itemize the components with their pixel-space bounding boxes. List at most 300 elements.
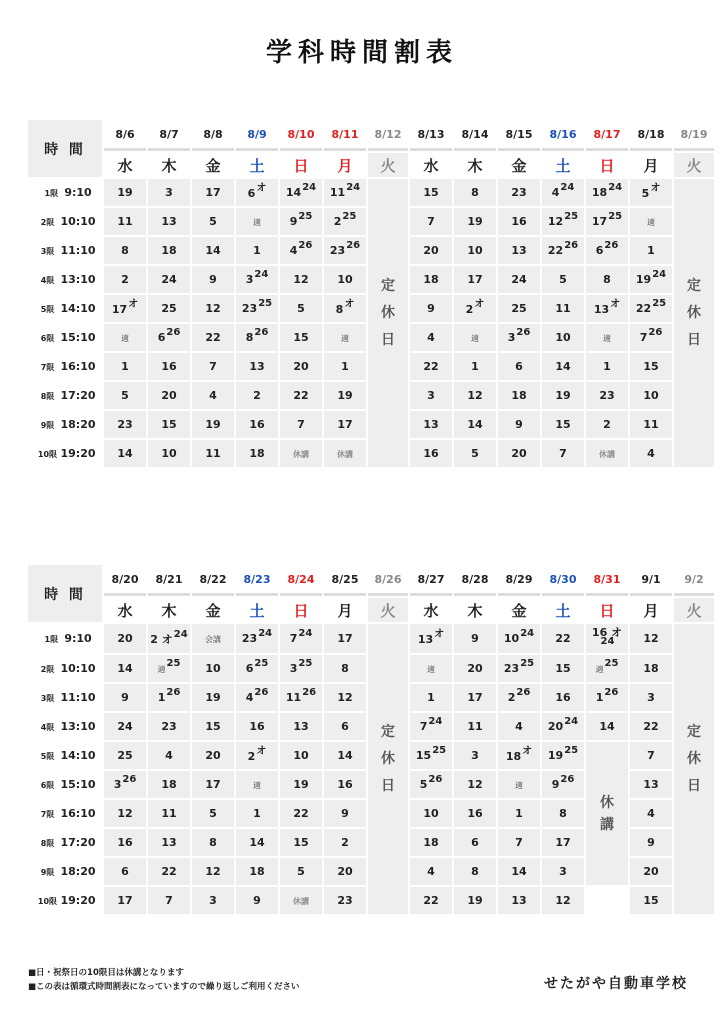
weekday-header: 金: [511, 156, 527, 175]
lesson-number: 適: [647, 218, 655, 227]
lesson-sub-number: 25: [342, 211, 357, 222]
weekday-header: 月: [337, 156, 353, 175]
period-label: [28, 742, 102, 769]
period-number: 6限: [40, 334, 55, 343]
lesson-number: 13: [643, 778, 659, 791]
weekday-header: 水: [423, 601, 439, 620]
lesson-sub-number: 24: [173, 628, 188, 640]
date-header: 8/10: [280, 120, 322, 151]
weekday-header: 日: [599, 601, 615, 620]
lesson-cell: [630, 887, 672, 914]
lesson-cell: [148, 382, 190, 409]
lesson-cell: [280, 237, 322, 264]
lesson-number: 15: [555, 418, 571, 431]
lesson-number: 17: [591, 215, 608, 228]
lesson-number: 2: [333, 215, 342, 228]
lesson-cell: [104, 179, 146, 206]
lesson-cell: [104, 771, 146, 798]
lesson-number: 16: [161, 360, 177, 373]
lesson-cell: [280, 713, 322, 740]
lesson-number: 適: [603, 334, 611, 343]
weekday-header: 日: [599, 156, 615, 175]
lesson-number: 3: [209, 894, 217, 907]
lesson-cell: [280, 655, 322, 682]
lesson-number: 19: [467, 215, 483, 228]
date-header: 8/25: [324, 565, 366, 596]
lesson-number: 適: [595, 665, 604, 674]
lesson-sub-number: 26: [516, 687, 531, 698]
lesson-number: 15: [161, 418, 177, 431]
date-header: 8/27: [410, 565, 452, 596]
lesson-number: 14: [285, 186, 302, 199]
lesson-cell: [104, 684, 146, 711]
lesson-number: 適: [121, 334, 129, 343]
lesson-number: 14: [599, 720, 615, 733]
lesson-cell: [324, 411, 366, 438]
lesson-number: 8: [471, 186, 479, 199]
lesson-cell: [148, 266, 190, 293]
lesson-cell: [236, 887, 278, 914]
lesson-number: 17: [205, 778, 221, 791]
lesson-number: 18: [249, 447, 265, 460]
footnote: ■日・祝祭日の10限目は休講となります: [28, 968, 184, 978]
lesson-cell: [542, 829, 584, 856]
fixed-holiday-char: 休: [381, 750, 395, 767]
date-header: 9/1: [630, 565, 672, 596]
lesson-cell: [498, 655, 540, 682]
lesson-sub-number: オ: [610, 299, 621, 310]
lesson-number: 13: [161, 836, 177, 849]
lesson-cell: [630, 742, 672, 769]
lesson-number: 24: [117, 720, 133, 733]
lesson-cell: [236, 684, 278, 711]
lesson-number: 7: [165, 894, 173, 907]
time-header: 時 間: [28, 565, 102, 622]
lesson-number: 25: [511, 302, 527, 315]
lesson-number: 1: [253, 244, 261, 257]
fixed-holiday-char: 定: [687, 723, 701, 740]
lesson-cell: [410, 624, 452, 653]
lesson-cell: [148, 655, 190, 682]
lesson-cell: [586, 713, 628, 740]
lesson-cell: [410, 382, 452, 409]
lesson-cell: [104, 411, 146, 438]
lesson-cell: [630, 829, 672, 856]
lesson-cell: [148, 742, 190, 769]
lesson-cell: [104, 266, 146, 293]
cancelled-block: [586, 742, 628, 885]
lesson-number: 14: [205, 244, 221, 257]
lesson-cell: [104, 858, 146, 885]
lesson-number: 2: [465, 303, 474, 316]
lesson-sub-number: オ: [434, 629, 445, 640]
lesson-cell: [280, 440, 322, 467]
lesson-number: 1: [157, 691, 166, 704]
lesson-cell: [192, 800, 234, 827]
lesson-sub-number: 26: [298, 240, 313, 251]
weekday-header: 金: [205, 156, 221, 175]
weekday-header: 水: [117, 156, 133, 175]
lesson-cell: [410, 440, 452, 467]
period-time: 14:10: [60, 302, 96, 315]
lesson-number: 1: [253, 807, 261, 820]
lesson-cell: [280, 266, 322, 293]
lesson-number: 18: [161, 778, 177, 791]
lesson-number: 適: [471, 334, 479, 343]
lesson-cell: [410, 208, 452, 235]
period-time: 9:10: [64, 186, 92, 199]
fixed-holiday-char: 定: [381, 723, 395, 740]
fixed-holiday-char: 休: [687, 750, 701, 767]
lesson-cell: [280, 771, 322, 798]
lesson-number: 12: [205, 865, 221, 878]
lesson-cell: [236, 829, 278, 856]
time-header: 時 間: [28, 120, 102, 177]
fixed-holiday-char: 日: [381, 331, 395, 348]
lesson-cell: [192, 411, 234, 438]
period-label: [28, 771, 102, 798]
period-label: [28, 179, 102, 206]
lesson-cell: [630, 684, 672, 711]
lesson-cell: [280, 353, 322, 380]
weekday-header: 月: [643, 156, 659, 175]
lesson-number: 14: [249, 836, 265, 849]
lesson-cell: [542, 411, 584, 438]
lesson-sub-number: 26: [346, 240, 361, 251]
lesson-cell: [192, 266, 234, 293]
lesson-number: 3: [113, 778, 122, 791]
page-title: 学科時間割表: [265, 38, 458, 68]
lesson-cell: [630, 624, 672, 653]
lesson-number: 適: [515, 781, 523, 790]
lesson-cell: [236, 353, 278, 380]
lesson-sub-number: 26: [648, 327, 663, 338]
lesson-number: 8: [559, 807, 567, 820]
lesson-number: 3: [427, 389, 435, 402]
lesson-cell: [192, 440, 234, 467]
lesson-cell: [410, 742, 452, 769]
period-label: [28, 411, 102, 438]
lesson-cell: [148, 771, 190, 798]
lesson-number: 7: [297, 418, 305, 431]
period-time: 17:20: [60, 836, 96, 849]
lesson-number: 10: [467, 244, 483, 257]
lesson-cell: [236, 771, 278, 798]
lesson-number: 22: [293, 389, 309, 402]
lesson-cell: [542, 324, 584, 351]
lesson-cell: [280, 829, 322, 856]
lesson-number: 18: [643, 662, 659, 675]
lesson-number: 9: [471, 632, 479, 645]
lesson-cell: [148, 179, 190, 206]
period-number: 10限: [37, 897, 58, 906]
lesson-cell: [148, 800, 190, 827]
lesson-cell: [236, 208, 278, 235]
lesson-number: 7: [209, 360, 217, 373]
lesson-cell: [542, 624, 584, 653]
lesson-number: 18: [249, 865, 265, 878]
lesson-number: 23: [329, 244, 346, 257]
lesson-cell: [192, 237, 234, 264]
lesson-number: 17: [117, 894, 133, 907]
period-number: 6限: [40, 781, 55, 790]
lesson-sub-number: 26: [254, 327, 269, 338]
timetable-august-first: [26, 118, 707, 469]
period-label: [28, 829, 102, 856]
lesson-number: 6: [515, 360, 523, 373]
weekday-header: 土: [555, 156, 571, 175]
date-header: 8/30: [542, 565, 584, 596]
lesson-number: 16 オ: [591, 626, 623, 639]
weekday-header: 土: [555, 601, 571, 620]
lesson-cell: [410, 800, 452, 827]
lesson-cell: [586, 295, 628, 322]
lesson-sub-number: 25: [564, 745, 579, 756]
lesson-number: 7: [515, 836, 523, 849]
lesson-cell: [586, 655, 628, 682]
lesson-number: 16: [337, 778, 353, 791]
lesson-cell: [498, 684, 540, 711]
lesson-cell: [280, 411, 322, 438]
lesson-cell: [630, 353, 672, 380]
lesson-number: 19: [117, 186, 133, 199]
lesson-sub-number: オ: [256, 183, 267, 194]
lesson-sub-number: 24: [600, 636, 615, 647]
lesson-number: 23: [117, 418, 133, 431]
lesson-cell: [454, 771, 496, 798]
lesson-cell: [104, 713, 146, 740]
weekday-header: 木: [467, 156, 483, 175]
lesson-cell: [148, 684, 190, 711]
lesson-cell: [542, 266, 584, 293]
lesson-cell: [236, 624, 278, 653]
lesson-number: 5: [297, 302, 305, 315]
lesson-cell: [104, 800, 146, 827]
lesson-cell: [542, 684, 584, 711]
lesson-cell: [454, 858, 496, 885]
period-number: 7限: [40, 363, 55, 372]
lesson-number: 4: [289, 244, 298, 257]
period-label: [28, 684, 102, 711]
weekday-header: 火: [674, 153, 714, 177]
lesson-number: 適: [157, 665, 166, 674]
lesson-sub-number: オ: [256, 746, 267, 757]
lesson-number: 10: [503, 632, 520, 645]
lesson-number: 22: [161, 865, 177, 878]
lesson-number: 25: [161, 302, 177, 315]
lesson-number: 16: [117, 836, 133, 849]
lesson-sub-number: 24: [564, 716, 579, 727]
lesson-cell: [586, 208, 628, 235]
lesson-number: 7: [419, 720, 428, 733]
date-header: 8/31: [586, 565, 628, 596]
lesson-cell: [454, 295, 496, 322]
lesson-number: 休講: [599, 450, 615, 459]
period-number: 8限: [40, 839, 55, 848]
lesson-cell: [324, 382, 366, 409]
lesson-number: 7: [427, 215, 435, 228]
lesson-sub-number: オ: [650, 183, 661, 194]
lesson-number: 8: [471, 865, 479, 878]
period-time: 15:10: [60, 778, 96, 791]
lesson-cell: [104, 295, 146, 322]
lesson-number: 2: [341, 836, 349, 849]
lesson-cell: [454, 208, 496, 235]
lesson-number: 22: [635, 302, 652, 315]
lesson-number: 10: [161, 447, 177, 460]
weekday-header: 火: [368, 598, 408, 622]
lesson-sub-number: 26: [302, 687, 317, 698]
lesson-number: 18: [505, 750, 522, 763]
lesson-number: 19: [337, 389, 353, 402]
lesson-sub-number: 25: [564, 211, 579, 222]
weekday-header: 月: [337, 601, 353, 620]
lesson-cell: [454, 411, 496, 438]
lesson-number: 2: [247, 750, 256, 763]
lesson-number: 20: [117, 632, 133, 645]
lesson-cell: [236, 382, 278, 409]
lesson-sub-number: 25: [298, 211, 313, 222]
lesson-sub-number: 24: [254, 269, 269, 280]
lesson-number: 6: [245, 662, 254, 675]
lesson-cell: [280, 742, 322, 769]
lesson-number: 1: [471, 360, 479, 373]
lesson-number: 13: [511, 244, 527, 257]
lesson-cell: [542, 353, 584, 380]
lesson-cell: [324, 713, 366, 740]
period-number: 7限: [40, 810, 55, 819]
lesson-number: 20: [161, 389, 177, 402]
lesson-cell: [498, 800, 540, 827]
lesson-cell: [454, 353, 496, 380]
lesson-number: 3: [559, 865, 567, 878]
lesson-number: 23: [241, 302, 258, 315]
lesson-number: 8: [603, 273, 611, 286]
lesson-sub-number: 25: [254, 658, 269, 669]
lesson-cell: [280, 324, 322, 351]
lesson-cell: [498, 858, 540, 885]
lesson-number: 23: [337, 894, 353, 907]
lesson-number: 19: [467, 894, 483, 907]
period-label: [28, 382, 102, 409]
lesson-cell: [586, 237, 628, 264]
lesson-cell: [542, 208, 584, 235]
lesson-cell: [236, 295, 278, 322]
lesson-cell: [236, 411, 278, 438]
lesson-number: 11: [643, 418, 659, 431]
lesson-number: 6: [157, 331, 166, 344]
lesson-sub-number: 24: [302, 182, 317, 193]
lesson-number: 18: [591, 186, 608, 199]
fixed-holiday-column: [368, 179, 408, 467]
lesson-number: 休講: [337, 450, 353, 459]
lesson-number: 4: [245, 691, 254, 704]
lesson-sub-number: 26: [604, 240, 619, 251]
lesson-cell: [324, 295, 366, 322]
date-header: 8/22: [192, 565, 234, 596]
lesson-cell: [280, 208, 322, 235]
lesson-cell: [104, 237, 146, 264]
lesson-cell: [410, 237, 452, 264]
lesson-number: 1: [121, 360, 129, 373]
lesson-cell: [236, 713, 278, 740]
period-time: 14:10: [60, 749, 96, 762]
lesson-cell: [630, 208, 672, 235]
fixed-holiday-column: [674, 624, 714, 914]
weekday-header: 土: [249, 601, 265, 620]
date-header: 8/29: [498, 565, 540, 596]
lesson-cell: [586, 684, 628, 711]
lesson-cell: [104, 353, 146, 380]
lesson-number: 13: [417, 633, 434, 646]
lesson-cell: [498, 237, 540, 264]
lesson-cell: [324, 324, 366, 351]
lesson-number: 適: [253, 781, 261, 790]
lesson-number: 14: [337, 749, 353, 762]
lesson-number: 4: [647, 447, 655, 460]
lesson-number: 14: [511, 865, 527, 878]
lesson-cell: [324, 771, 366, 798]
date-header: 8/28: [454, 565, 496, 596]
lesson-number: 4: [427, 331, 435, 344]
lesson-cell: [542, 713, 584, 740]
period-number: 4限: [40, 723, 55, 732]
lesson-cell: [454, 237, 496, 264]
lesson-number: 23: [511, 186, 527, 199]
lesson-number: 12: [117, 807, 133, 820]
lesson-cell: [192, 324, 234, 351]
lesson-number: 13: [593, 303, 610, 316]
date-header: 8/9: [236, 120, 278, 151]
lesson-number: 1: [595, 691, 604, 704]
date-header: 8/16: [542, 120, 584, 151]
period-time: 18:20: [60, 418, 96, 431]
lesson-cell: [630, 382, 672, 409]
period-time: 10:10: [60, 215, 96, 228]
lesson-number: 22: [547, 244, 564, 257]
lesson-cell: [410, 713, 452, 740]
lesson-cell: [454, 684, 496, 711]
lesson-cell: [192, 829, 234, 856]
lesson-number: 4: [515, 720, 523, 733]
lesson-number: 13: [293, 720, 309, 733]
fixed-holiday-column: [368, 624, 408, 914]
period-number: 10限: [37, 450, 58, 459]
lesson-cell: [630, 324, 672, 351]
lesson-number: 3: [647, 691, 655, 704]
lesson-cell: [148, 411, 190, 438]
lesson-cell: [454, 179, 496, 206]
lesson-cell: [104, 208, 146, 235]
period-number: 4限: [40, 276, 55, 285]
lesson-cell: [498, 887, 540, 914]
lesson-cell: [148, 324, 190, 351]
lesson-cell: [542, 771, 584, 798]
lesson-cell: [498, 324, 540, 351]
lesson-number: 15: [205, 720, 221, 733]
lesson-sub-number: 26: [564, 240, 579, 251]
lesson-sub-number: 25: [432, 745, 447, 756]
lesson-number: 12: [467, 778, 483, 791]
lesson-cell: [148, 887, 190, 914]
lesson-number: 20: [293, 360, 309, 373]
lesson-number: 5: [419, 778, 428, 791]
lesson-number: 11: [329, 186, 346, 199]
lesson-number: 5: [121, 389, 129, 402]
lesson-number: 13: [423, 418, 439, 431]
lesson-number: 1: [647, 244, 655, 257]
lesson-sub-number: 25: [166, 658, 181, 669]
